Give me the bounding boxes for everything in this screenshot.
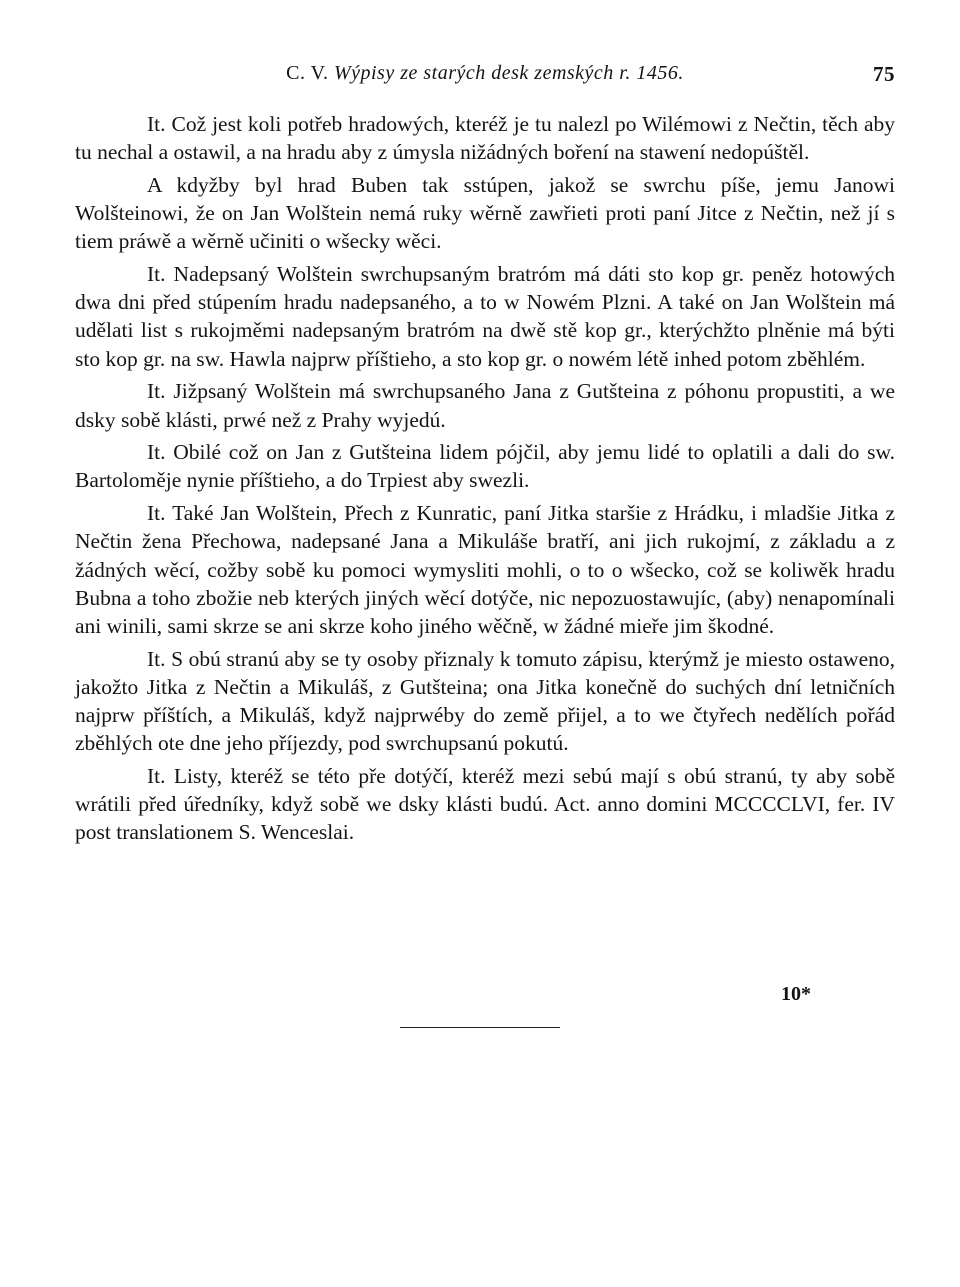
running-head-subject: Wýpisy ze starých desk zemských r. 1456. xyxy=(333,62,684,84)
paragraph: It. Což jest koli potřeb hradowých, kteréž je tu nalezl po Wilémowi z Nečtin, těch aby tu nechal a ostawil, a na hradu aby z úmysla nižádných boření na stawení nedopúštěl. xyxy=(75,112,895,165)
page-number: 75 xyxy=(873,62,895,86)
body-text xyxy=(75,110,895,851)
paragraph: It. Jižpsaný Wolštein má swrchupsaného Jana z Gutšteina z póhonu propustiti, a we dsky sobě klásti, prwé než z Prahy wyjedú. xyxy=(75,379,895,432)
running-head-title xyxy=(75,62,895,85)
paragraph: It. S obú stranú aby se ty osoby přiznaly k tomuto zápisu, kterýmž je miesto ostaweno, jakožto Jitka z Nečtin a Mikuláš, z Gutšteina; ona Jitka konečně do suchých dní letničních najprw příštích, a Mikuláš, když najprwéby do země přijel, a to we čtyřech nedělích pořád zběhlých ote dne jeho příjezdy, pod swrchupsanú pokutú. xyxy=(75,646,895,756)
paragraph: It. Obilé což on Jan z Gutšteina lidem pójčil, aby jemu lidé to oplatili a dali do sw. Bartoloměje nynie příštieho, a do Trpiest aby swezli. xyxy=(75,440,895,493)
signature-mark: 10* xyxy=(781,983,811,1005)
paragraph: A kdyžby byl hrad Buben tak sstúpen, jakož se swrchu píše, jemu Janowi Wolšteinowi, že on Jan Wolštein nemá ruky wěrně zawřieti proti paní Jitce z Nečtin, než jí s tiem práwě a wěrně učiniti o wšecky wěci. xyxy=(75,172,895,254)
running-head-chapter: C. V. xyxy=(286,62,329,84)
paragraph: It. Také Jan Wolštein, Přech z Kunratic, paní Jitka staršie z Hrádku, i mladšie Jitka z Nečtin žena Přechowa, nadepsané Jana a Mikuláše bratří, ani jich rukojmí, z základu a z žádných wěcí, cožby sobě ku pomoci wymysliti mohli, o to o wšecko, což se koliwěk hradu Bubna a toho zbožie neb kterých jiných wěcí dotýče, nic nepozuostawujíc, (aby) nenapomínali ani winili, sami skrze se ani skrze koho jiného wěčně, w žádné mieře jim škodné. xyxy=(75,501,895,638)
running-head xyxy=(75,62,895,90)
section-divider xyxy=(400,1027,560,1028)
paragraph: It. Nadepsaný Wolštein swrchupsaným bratróm má dáti sto kop gr. peněz hotowých dwa dni před stúpením hradu nadepsaného, a to w Nowém Plzni. A také on Jan Wolštein má udělati list s rukojměmi nadepsaným bratróm na dwě stě kop gr., kterýchžto plněnie má býti sto kop gr. na sw. Hawla najprw příštieho, a sto kop gr. o nowém létě inhed potom zběhlém. xyxy=(75,262,895,371)
paragraph: It. Listy, kteréž se této pře dotýčí, kteréž mezi sebú mají s obú stranú, ty aby sobě wrátili před úředníky, když sobě we dsky klásti budú. Act. anno domini MCCCCLVI, fer. IV post translationem S. Wenceslai. xyxy=(75,763,895,845)
